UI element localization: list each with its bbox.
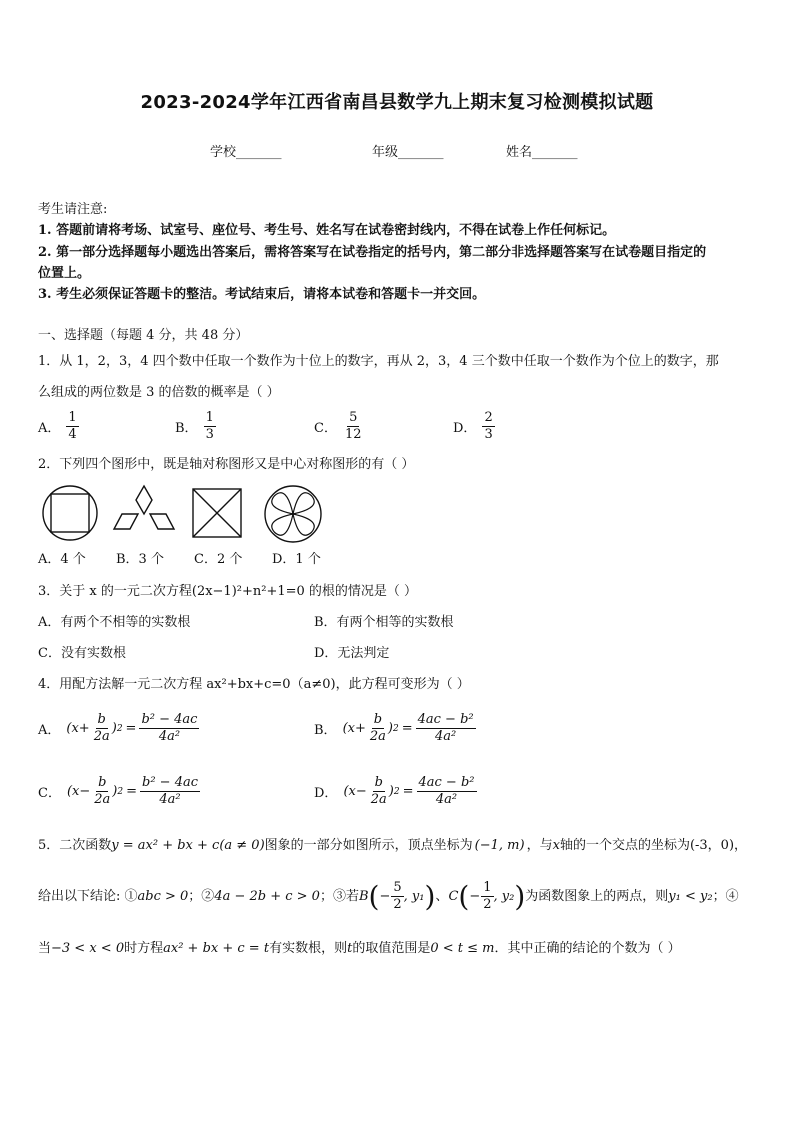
q3-stem: 3．关于 x 的一元二次方程(2x−1)²+n²+1=0 的根的情况是（ ） bbox=[38, 584, 418, 599]
q3-option-a[interactable]: A．有两个不相等的实数根 bbox=[38, 615, 191, 630]
q1-option-b[interactable] bbox=[175, 410, 216, 443]
fraction-num: 4ac − b² bbox=[418, 775, 475, 790]
name-field: 姓名_______ bbox=[506, 145, 578, 160]
fraction-num: 5 bbox=[393, 880, 402, 895]
option-label: B． bbox=[175, 421, 198, 436]
q1-option-a[interactable] bbox=[38, 410, 79, 443]
q3-option-d[interactable]: D．无法判定 bbox=[314, 646, 390, 661]
fraction bbox=[417, 775, 477, 808]
math: x bbox=[552, 838, 560, 853]
math: abc > 0 bbox=[137, 888, 189, 904]
math: ax² + bx + c = t bbox=[163, 941, 270, 956]
math: , y₁ bbox=[403, 888, 425, 904]
fraction-num: 1 bbox=[68, 410, 77, 425]
fraction-num: 2 bbox=[484, 410, 493, 425]
q5-line1 bbox=[38, 836, 747, 856]
fraction-den: 4a² bbox=[158, 729, 181, 744]
fraction-num: 5 bbox=[349, 410, 358, 425]
fraction bbox=[416, 712, 476, 745]
text: 当 bbox=[38, 941, 52, 956]
option-label: B． bbox=[314, 723, 337, 738]
fraction bbox=[140, 775, 200, 808]
page-title: 2023-2024学年江西省南昌县数学九上期末复习检测模拟试题 bbox=[140, 92, 654, 113]
paren: ) bbox=[514, 879, 526, 913]
text: ．其中正确的结论的个数为（ ） bbox=[494, 941, 681, 956]
fraction bbox=[482, 410, 494, 443]
q2-option-d[interactable]: D．1 个 bbox=[272, 552, 321, 567]
fraction-num: 1 bbox=[483, 880, 492, 895]
fraction-den: 4a² bbox=[159, 792, 181, 807]
q4-option-b[interactable]: B． (x + $\frac{b}{2a}$ ) 2 = $\frac{\text{4ac − b²}}{\text{4a²}}$ bbox=[314, 712, 474, 744]
fraction-den: 3 bbox=[484, 427, 493, 442]
math: B bbox=[358, 888, 369, 904]
q2-option-a[interactable]: A．4 个 bbox=[38, 552, 86, 567]
q1-line1: 1．从 1，2，3，4 四个数中任取一个数作为十位上的数字，再从 2，3，4 三个数中任取一个数作为个位上的数字，那 bbox=[38, 354, 719, 369]
section-heading: 一、选择题（每题 4 分，共 48 分） bbox=[38, 328, 249, 343]
paren: ) bbox=[424, 879, 436, 913]
fraction: $\frac{b}{2a}$ bbox=[370, 775, 387, 807]
figure-three-rhombus-icon bbox=[112, 484, 176, 534]
q2-option-b[interactable]: B．3 个 bbox=[116, 552, 164, 567]
figure-circle-square-icon bbox=[36, 484, 104, 542]
fraction-num: b² − 4ac bbox=[142, 775, 199, 790]
q4-option-c[interactable]: C． (x − $\frac{b}{2a}$ ) 2 = $\frac{\text{b² − 4ac}}{\text{4a²}}$ bbox=[38, 775, 199, 807]
school-field: 学校_______ bbox=[210, 145, 282, 160]
grade-field: 年级_______ bbox=[372, 145, 444, 160]
fraction-num: 1 bbox=[205, 410, 214, 425]
text: 图象的一部分如图所示，顶点坐标为 bbox=[264, 838, 473, 853]
math: y = ax² + bx + c bbox=[111, 838, 220, 853]
paren: ( bbox=[458, 879, 470, 913]
fraction-den: 4 bbox=[68, 427, 77, 442]
paren: ( bbox=[368, 879, 380, 913]
math: , y₂ bbox=[493, 888, 515, 904]
q2-stem: 2．下列四个图形中，既是轴对称图形又是中心对称图形的有（ ） bbox=[38, 457, 415, 472]
fraction-den: 4a² bbox=[435, 729, 457, 744]
fraction-num: 4ac − b² bbox=[417, 712, 474, 727]
sign: + bbox=[354, 721, 366, 736]
fraction-den: 4a² bbox=[435, 792, 458, 807]
text: ，与 bbox=[526, 838, 553, 853]
notice-heading: 考生请注意: bbox=[38, 202, 108, 217]
text: 有实数根，则 bbox=[269, 941, 348, 956]
q5-line3 bbox=[38, 939, 681, 959]
text: 轴的一个交点的坐标为(-3，0)， bbox=[559, 838, 748, 853]
notice-item-1: 1. 答题前请将考场、试室号、座位号、考生号、姓名写在试卷密封线内，不得在试卷上作任何标记。 bbox=[38, 223, 616, 238]
math: t bbox=[347, 941, 353, 956]
math: 4a − 2b + c > 0 bbox=[214, 888, 320, 904]
text: 给出以下结论: ① bbox=[38, 888, 138, 904]
text: ；③若 bbox=[319, 888, 359, 904]
text: 、 bbox=[435, 888, 449, 904]
option-label: C． bbox=[314, 421, 337, 436]
fraction: $\frac{b}{2a}$ bbox=[94, 775, 111, 807]
math: −3 < x < 0 bbox=[51, 941, 125, 956]
option-label: D． bbox=[314, 786, 338, 801]
q2-option-c[interactable]: C．2 个 bbox=[194, 552, 243, 567]
math: y₁ < y₂ bbox=[668, 888, 713, 904]
text: 时方程 bbox=[124, 941, 164, 956]
figure-square-diagonals-icon bbox=[190, 486, 244, 540]
q1-option-c[interactable] bbox=[314, 410, 364, 443]
math: (−1, m) bbox=[474, 838, 525, 853]
sign: + bbox=[78, 721, 90, 736]
text: 5．二次函数 bbox=[38, 838, 112, 853]
sign: − bbox=[79, 784, 91, 799]
fraction bbox=[139, 712, 199, 745]
fraction bbox=[481, 880, 493, 913]
q4-option-a[interactable]: A． (x + $\frac{b}{2a}$ ) 2 = $\frac{\text{b² − 4ac}}{\text{4a²}}$ bbox=[38, 712, 198, 744]
q1-line2: 么组成的两位数是 3 的倍数的概率是（ ） bbox=[38, 385, 280, 400]
option-label: A． bbox=[38, 723, 61, 738]
q1-option-d[interactable] bbox=[453, 410, 495, 443]
q5-line2: 给出以下结论: ① abc > 0 ；② 4a − 2b + c > 0 ；③若 B ( − $\frac{5}{2}$ , y₁ ) 、 C ( − $\frac{1}{2}$ , y₂ ) 为函数图象上的两点，则 y₁ < y₂ ；④ bbox=[38, 879, 739, 913]
q4-stem: 4．用配方法解一元二次方程 ax²+bx+c=0（a≠0)，此方程可变形为（ ） bbox=[38, 677, 470, 692]
notice-item-2: 2. 第一部分选择题每小题选出答案后，需将答案写在试卷指定的括号内，第二部分非选择题答案写在试卷题目指定的 bbox=[38, 245, 707, 260]
sign: − bbox=[355, 784, 367, 799]
option-label: A． bbox=[38, 421, 61, 436]
math: 0 < t ≤ m bbox=[430, 941, 495, 956]
option-label: C． bbox=[38, 786, 61, 801]
math: C bbox=[448, 888, 459, 904]
fraction-den: 2 bbox=[393, 897, 402, 912]
fraction bbox=[204, 410, 216, 443]
figure-circle-petals-icon bbox=[262, 484, 324, 544]
fraction bbox=[391, 880, 403, 913]
q3-option-c[interactable]: C．没有实数根 bbox=[38, 646, 126, 661]
math: (a ≠ 0) bbox=[219, 838, 265, 853]
fraction-num: b² − 4ac bbox=[141, 712, 198, 727]
text: 为函数图象上的两点，则 bbox=[525, 888, 669, 904]
notice-item-3: 3. 考生必须保证答题卡的整洁。考试结束后，请将本试卷和答题卡一并交回。 bbox=[38, 287, 486, 302]
fraction: $\frac{b}{2a}$ bbox=[369, 712, 386, 744]
fraction-den: 12 bbox=[344, 427, 362, 442]
q4-option-d[interactable]: D． (x − $\frac{b}{2a}$ ) 2 = $\frac{\text{4ac − b²}}{\text{4a²}}$ bbox=[314, 775, 475, 807]
fraction bbox=[343, 410, 364, 443]
notice-item-2-cont: 位置上。 bbox=[38, 266, 91, 281]
q3-option-b[interactable]: B．有两个相等的实数根 bbox=[314, 615, 454, 630]
fraction-den: 2 bbox=[483, 897, 492, 912]
text: ；② bbox=[188, 888, 215, 904]
text: 的取值范围是 bbox=[352, 941, 431, 956]
text: ；④ bbox=[712, 888, 739, 904]
option-label: D． bbox=[453, 421, 477, 436]
fraction-den: 3 bbox=[205, 427, 214, 442]
fraction bbox=[66, 410, 78, 443]
fraction: $\frac{b}{2a}$ bbox=[93, 712, 110, 744]
